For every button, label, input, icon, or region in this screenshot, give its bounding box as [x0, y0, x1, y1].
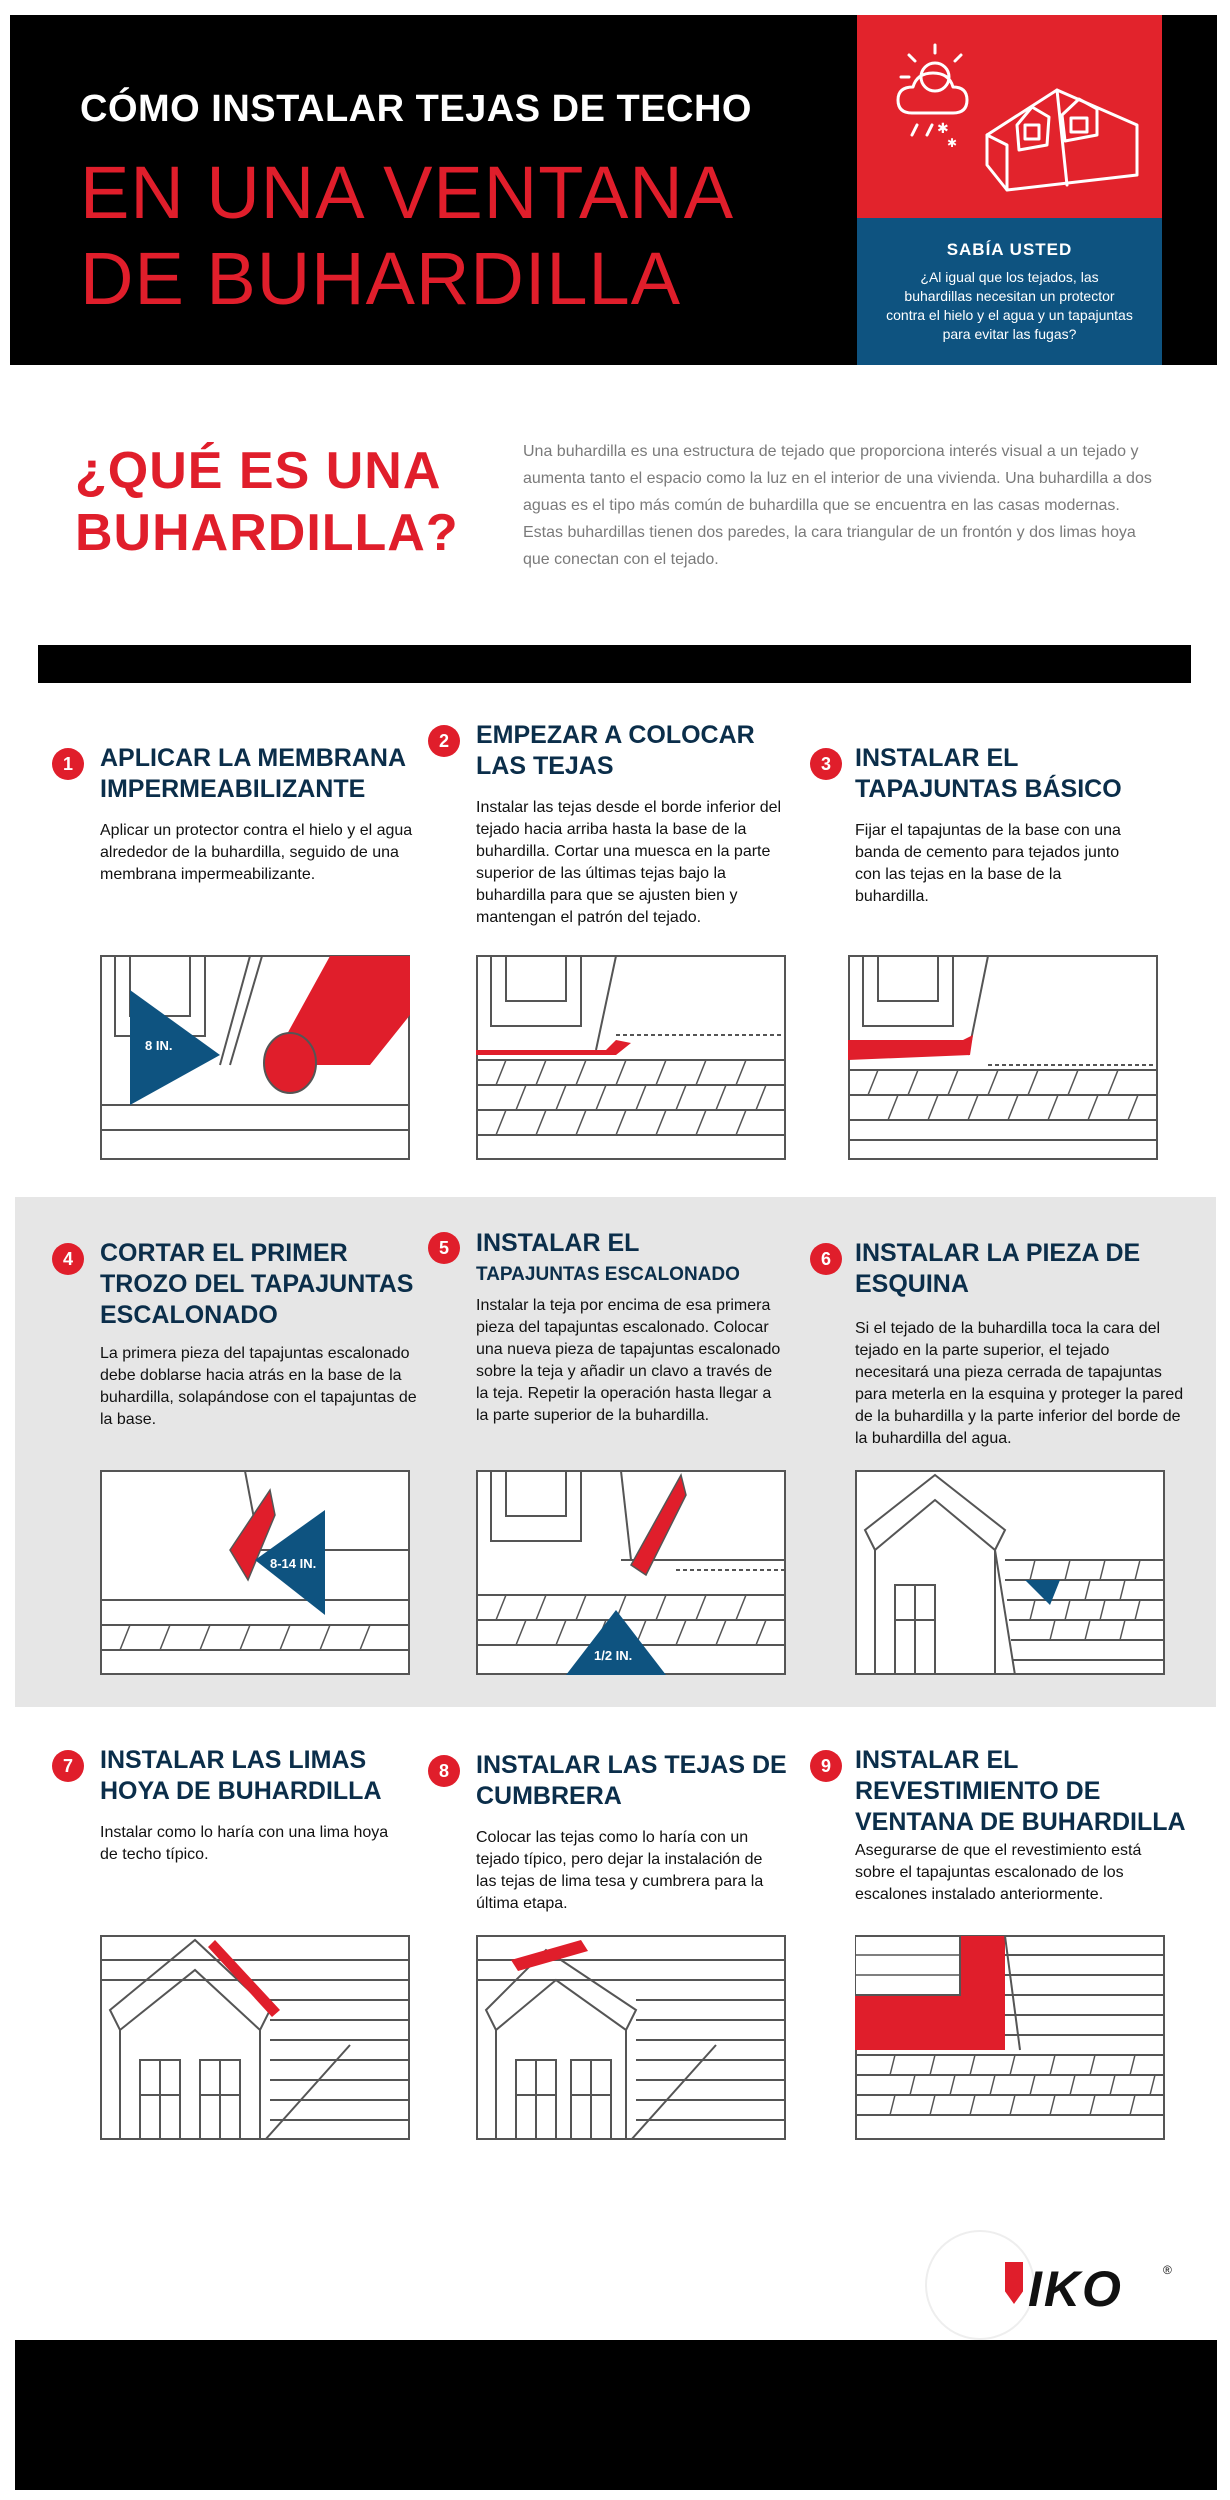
- step-7-title: INSTALAR LAS LIMAS HOYA DE BUHARDILLA: [100, 1746, 382, 1805]
- step-5-number: 5: [428, 1232, 460, 1264]
- step-4-measure-label: 8-14 IN.: [270, 1556, 317, 1571]
- step-8-illustration: [476, 1935, 786, 2140]
- step-4-illustration: [100, 1470, 410, 1675]
- step-5-title: [476, 1228, 796, 1290]
- step-9-text: Asegurarse de que el revestimiento está sobre el tapajuntas escalonado de los escalones instalado anteriormente.: [855, 1842, 1142, 1903]
- step-3-number: 3: [810, 748, 842, 780]
- step-9-title: INSTALAR EL REVESTIMIENTO DE VENTANA DE BUHARDILLA: [855, 1746, 1186, 1836]
- step-6-number: 6: [810, 1243, 842, 1275]
- header-subtitle-line1: EN UNA VENTANA: [80, 151, 735, 234]
- step-9-number: 9: [810, 1750, 842, 1782]
- step-2-title: EMPEZAR A COLOCAR LAS TEJAS: [476, 721, 755, 780]
- header-title: CÓMO INSTALAR TEJAS DE TECHO: [80, 88, 752, 130]
- step-5-illustration: [476, 1470, 786, 1675]
- step-7-illustration: [100, 1935, 410, 2140]
- step-2-text: Instalar las tejas desde el borde inferior del tejado hacia arriba hasta la base de la buhardilla. Cortar una muesca en la parte superior de las últimas tejas bajo la buhardilla para que se ajusten bien y mantengan el patrón del tejado.: [476, 799, 782, 926]
- house-dormer-icon: [857, 15, 1162, 218]
- step-3-illustration: [848, 955, 1158, 1160]
- step-1-text: Aplicar un protector contra el hielo y el agua alrededor de la buhardilla, seguido de una membrana impermeabilizante.: [100, 822, 413, 883]
- step-3-text: Fijar el tapajuntas de la base con una banda de cemento para tejados junto con las tejas en la base de la buhardilla.: [855, 822, 1121, 905]
- did-you-know-text: ¿Al igual que los tejados, las buhardillas necesitan un protector contra el hielo y el agua y un tapajuntas para evitar las fugas?: [886, 269, 1133, 342]
- step-6-illustration: [855, 1470, 1165, 1675]
- step-8-text: Colocar las tejas como lo haría con un tejado típico, pero dejar la instalación de las tejas de lima tesa y cumbrera para la última etapa.: [476, 1829, 764, 1912]
- step-1-measure-label: 8 IN.: [145, 1038, 173, 1053]
- step-8-number: 8: [428, 1755, 460, 1787]
- step-5-title-line1: INSTALAR EL: [476, 1229, 640, 1257]
- step-1-number: 1: [52, 748, 84, 780]
- step-7-text: Instalar como lo haría con una lima hoya de techo típico.: [100, 1824, 389, 1863]
- intro-title-line1: ¿QUÉ ES UNA: [75, 442, 442, 500]
- step-5-text: Instalar la teja por encima de esa primera pieza del tapajuntas escalonado. Colocar una nueva pieza de tapajuntas escalonado sobre la teja y añadir un clavo a través de la teja. Repetir la operación hasta llegar a la parte superior de la buhardilla.: [476, 1297, 781, 1424]
- svg-text:✱: ✱: [937, 120, 949, 136]
- step-1-illustration: [100, 955, 410, 1160]
- step-2-number: 2: [428, 725, 460, 757]
- step-9-illustration: [855, 1935, 1165, 2140]
- step-4-number: 4: [52, 1243, 84, 1275]
- registered-mark: ®: [1163, 2263, 1172, 2277]
- intro-text: Una buhardilla es una estructura de tejado que proporciona interés visual a un tejado y aumenta tanto el espacio como la luz en el interior de una vivienda. Una buhardilla a dos aguas es el tipo más común de buhardilla que se encuentra en las casas modernas. Estas buhardillas tienen dos paredes, la cara triangular de un frontón y dos limas hoya que conectan con el tejado.: [523, 443, 1152, 568]
- intro-title-line2: BUHARDILLA?: [75, 504, 459, 562]
- header-subtitle-line2: DE BUHARDILLA: [80, 237, 682, 320]
- step-3-title: INSTALAR EL TAPAJUNTAS BÁSICO: [855, 744, 1122, 803]
- step-2-illustration: [476, 955, 786, 1160]
- header-subtitle: [80, 150, 734, 322]
- intro-title: [75, 440, 515, 564]
- section-divider-bar: [38, 645, 1191, 683]
- step-6-title: INSTALAR LA PIEZA DE ESQUINA: [855, 1239, 1141, 1298]
- did-you-know-title: SABÍA USTED: [946, 240, 1073, 259]
- step-7-number: 7: [52, 1750, 84, 1782]
- step-4-title: CORTAR EL PRIMER TROZO DEL TAPAJUNTAS ESCALONADO: [100, 1239, 414, 1329]
- step-5-title-line2: TAPAJUNTAS ESCALONADO: [476, 1264, 740, 1285]
- step-8-title: INSTALAR LAS TEJAS DE CUMBRERA: [476, 1751, 787, 1810]
- header-icon-panel: [857, 15, 1162, 218]
- step-6-text: Si el tejado de la buhardilla toca la cara del tejado en la parte superior, el tejado necesitará una pieza cerrada de tapajuntas para meterla en la esquina y proteger la pared de la buhardilla y la parte inferior del borde de la buhardilla del agua.: [855, 1320, 1184, 1447]
- weather-icon: [898, 45, 967, 150]
- step-4-text: La primera pieza del tapajuntas escalonado debe doblarse hacia atrás en la base de la buhardilla, solapándose con el tapajuntas de la base.: [100, 1345, 417, 1428]
- step-5-measure-label: 1/2 IN.: [594, 1648, 633, 1663]
- svg-text:✱: ✱: [947, 136, 958, 150]
- iko-logo: IKO: [1028, 2261, 1123, 2317]
- step-1-title: APLICAR LA MEMBRANA IMPERMEABILIZANTE: [100, 744, 406, 803]
- did-you-know-box: [857, 218, 1162, 365]
- footer-bar: [15, 2340, 1217, 2490]
